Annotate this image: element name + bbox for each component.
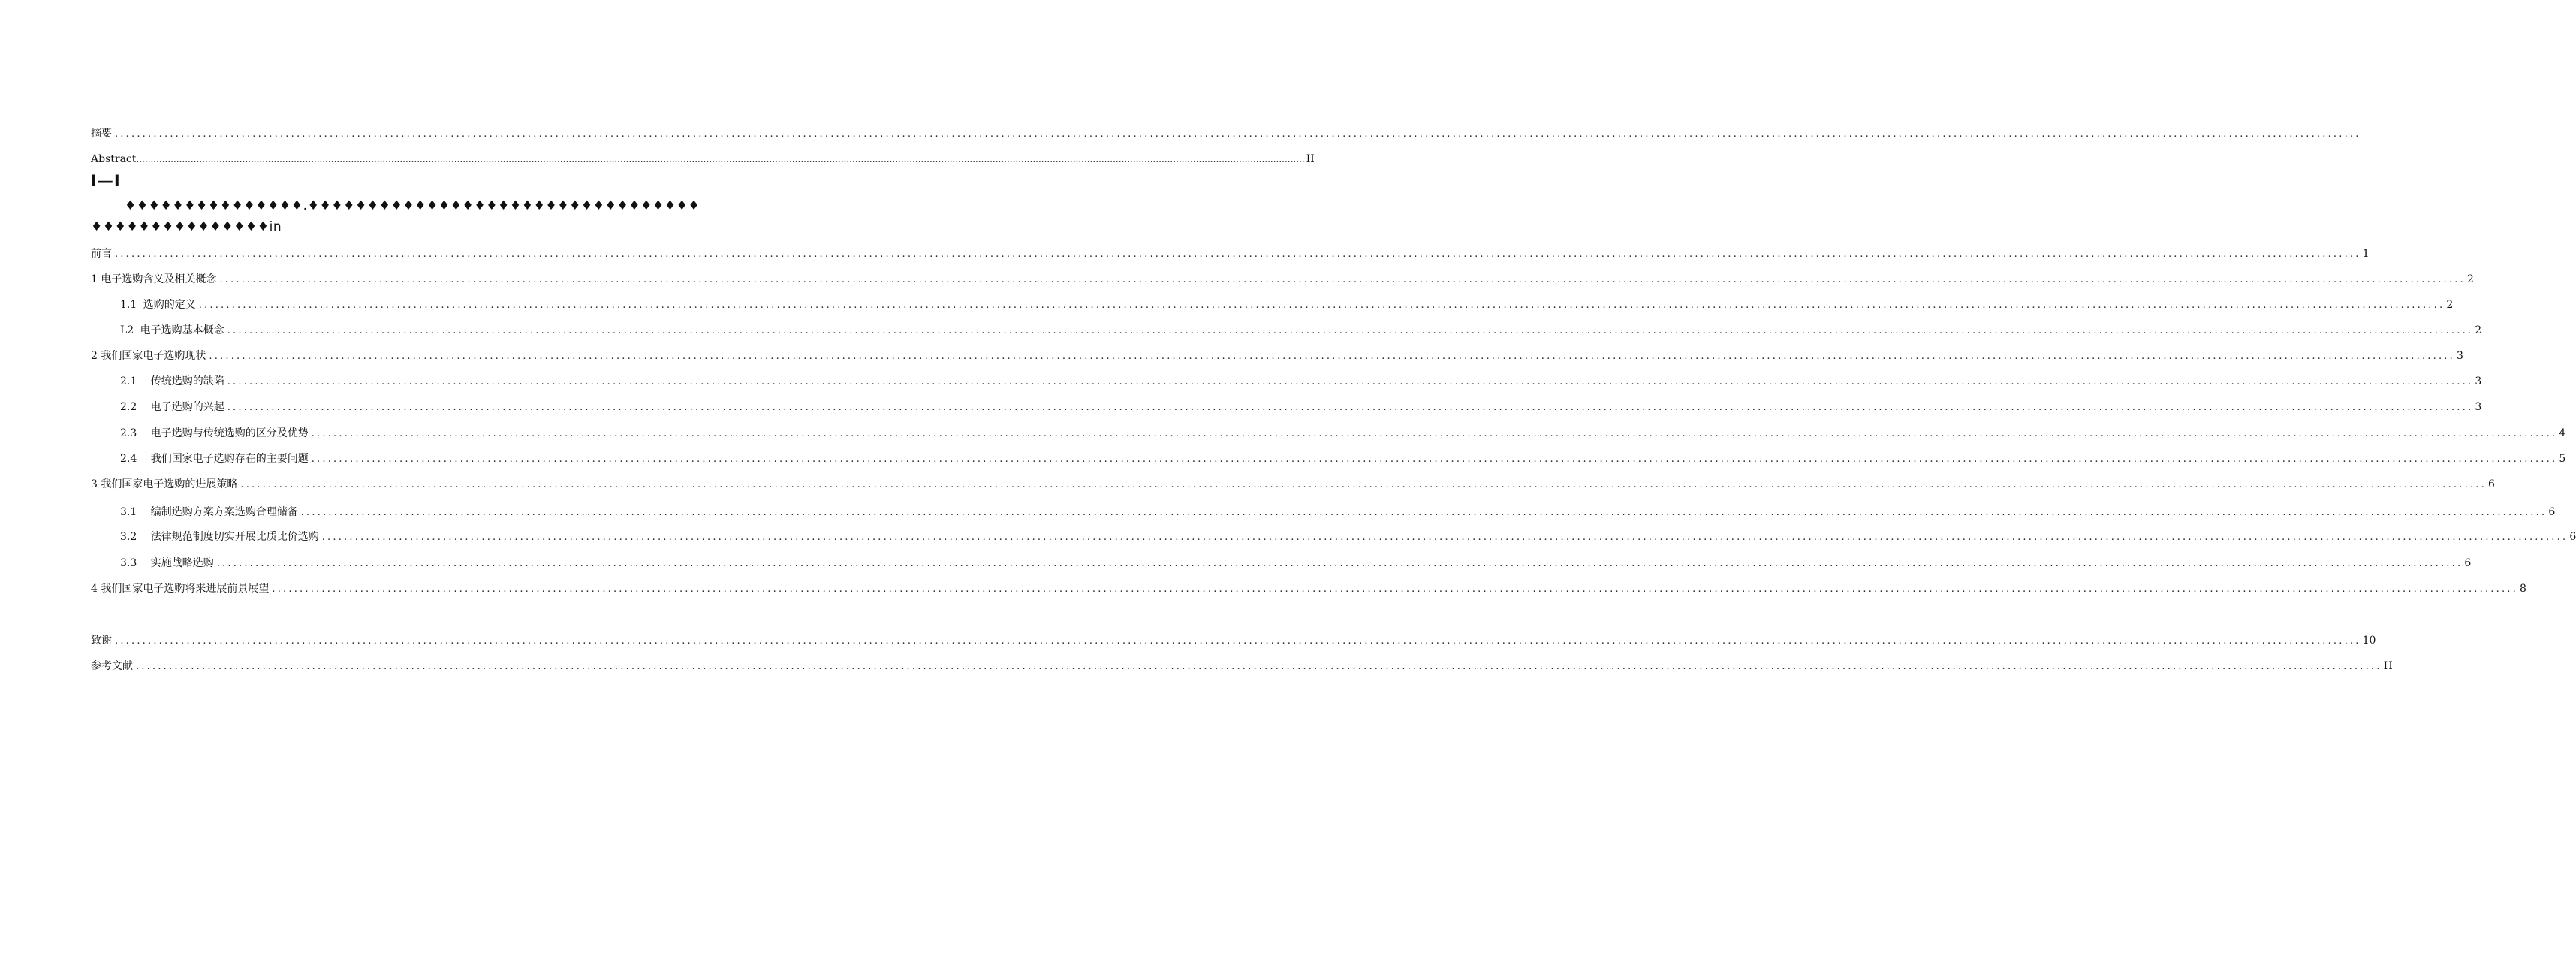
toc-entry-number: 2.1 <box>120 375 137 387</box>
toc-entry-page: 8 <box>2519 583 2526 595</box>
toc-entry-references <box>91 659 2393 674</box>
toc-entry-title <box>120 297 199 312</box>
toc-entry-number: 3.3 <box>120 557 137 569</box>
toc-entry-text: 我们国家电子选购现状 <box>101 350 206 362</box>
toc-entry-text: 编制选购方案方案选购合理储备 <box>150 506 298 518</box>
toc-entry-number: 3.1 <box>120 506 137 518</box>
toc-entry-page: 5 <box>2559 453 2566 465</box>
toc-entry-title <box>120 323 227 338</box>
toc-entry-number: 3 <box>91 478 98 490</box>
toc-leader-dots: ........................................................................................................................................................................................................................................................................................................................................................................................................................ <box>311 428 2558 439</box>
toc-entry-page: 3 <box>2475 375 2482 387</box>
toc-entry-title <box>120 556 217 571</box>
toc-entry-title: 摘要 <box>91 128 112 140</box>
toc-entry-section-2-4 <box>120 451 2566 467</box>
toc-entry-number: 2.4 <box>120 453 137 465</box>
toc-entry-abstract-en <box>91 152 1315 167</box>
toc-entry-thanks <box>91 633 2376 649</box>
toc-leader-dots: ........................................................................................................................................................................................................................................................................................................................................................................................................................ <box>227 402 2474 413</box>
toc-entry-section-2-1 <box>120 374 2482 390</box>
toc-entry-title: 前言 <box>91 248 112 260</box>
garbled-line-1: ♦♦♦♦♦♦♦♦♦♦♦♦♦♦♦.♦♦♦♦♦♦♦♦♦♦♦♦♦♦♦♦♦♦♦♦♦♦♦♦♦♦♦♦♦♦♦♦♦ <box>125 198 700 213</box>
toc-entry-chapter-1 <box>91 272 2474 288</box>
toc-entry-section-2-2 <box>120 400 2482 415</box>
toc-entry-title <box>91 477 240 492</box>
toc-leader-dots: ........................................................................................................................................................................................................................................................................................................................................................................................................................ <box>227 376 2474 387</box>
toc-entry-page: 6 <box>2548 506 2556 518</box>
toc-entry-page: 6 <box>2569 531 2576 543</box>
toc-entry-title <box>91 348 209 363</box>
toc-entry-number: 2 <box>91 350 98 362</box>
toc-entry-page: 6 <box>2464 557 2472 569</box>
toc-leader-dots: ........................................................................................................................................................................................................................................................................................................................................................................................................................ <box>216 558 2463 569</box>
toc-entry-title <box>120 426 312 441</box>
toc-entry-page: 2 <box>2446 299 2454 311</box>
toc-entry-number: 4 <box>91 583 98 595</box>
toc-leader-dots: ........................................................................................................................................................................................................................................................................................................................................................................................................................ <box>219 274 2466 285</box>
toc-entry-number: 2.3 <box>120 427 137 439</box>
toc-leader-dots: ........................................................................................................................................................................................................................................................................................................................................................................................................................ <box>198 300 2445 311</box>
toc-entry-text: 法律规范制度切实开展比质比价选购 <box>150 531 319 543</box>
toc-entry-title <box>120 451 312 466</box>
toc-entry-chapter-2 <box>91 348 2463 364</box>
toc-entry-section-3-2 <box>120 529 2576 545</box>
toc-entry-abstract-cn <box>91 126 2361 142</box>
toc-entry-page: 2 <box>2466 273 2474 285</box>
toc-leader-dots: ........................................................................................................................................................................................................................................................................................................................................................................................................................ <box>115 128 2361 140</box>
toc-entry-title: 致谢 <box>91 635 112 647</box>
toc-entry-title <box>120 374 227 389</box>
toc-entry-number: 2.2 <box>120 401 137 413</box>
toc-entry-number: 1.1 <box>120 299 137 311</box>
toc-entry-title <box>120 505 301 520</box>
toc-entry-page: H <box>2383 660 2393 672</box>
toc-entry-text: 电子选购基本概念 <box>140 324 224 336</box>
toc-leader-dots: ........................................................................................................................................................................................................................................................................................................................................................................................................................ <box>136 154 1305 164</box>
toc-entry-page: 10 <box>2362 635 2376 647</box>
toc-entry-page: 4 <box>2559 427 2566 439</box>
toc-entry-title <box>91 581 272 596</box>
toc-entry-section-3-3 <box>120 556 2472 571</box>
toc-entry-title: 参考文献 <box>91 660 133 672</box>
toc-leader-dots: ........................................................................................................................................................................................................................................................................................................................................................................................................................ <box>300 507 2547 518</box>
toc-leader-dots: ........................................................................................................................................................................................................................................................................................................................................................................................................................ <box>136 661 2382 672</box>
toc-leader-dots: ........................................................................................................................................................................................................................................................................................................................................................................................................................ <box>321 532 2568 543</box>
toc-entry-title <box>120 400 227 415</box>
toc-leader-dots: ........................................................................................................................................................................................................................................................................................................................................................................................................................ <box>272 583 2518 595</box>
toc-entry-text: 传统选购的缺陷 <box>150 375 224 387</box>
toc-entry-text: 电子选购含义及相关概念 <box>101 273 217 285</box>
toc-entry-page: II <box>1306 153 1315 165</box>
toc-entry-number: 1 <box>91 273 98 285</box>
toc-entry-page: 3 <box>2456 350 2463 362</box>
toc-entry-text: 我们国家电子选购的进展策略 <box>101 478 238 490</box>
toc-leader-dots: ........................................................................................................................................................................................................................................................................................................................................................................................................................ <box>209 351 2455 362</box>
toc-entry-section-2-3 <box>120 426 2566 442</box>
toc-leader-dots: ........................................................................................................................................................................................................................................................................................................................................................................................................................ <box>240 479 2487 490</box>
toc-entry-page: 1 <box>2362 248 2370 260</box>
garbled-heading: I—I <box>91 172 121 190</box>
toc-leader-dots: ........................................................................................................................................................................................................................................................................................................................................................................................................................ <box>227 325 2474 336</box>
garbled-line-2: ♦♦♦♦♦♦♦♦♦♦♦♦♦♦♦in <box>91 219 282 234</box>
toc-entry-chapter-4 <box>91 581 2526 597</box>
toc-entry-page: 2 <box>2475 324 2482 336</box>
toc-entry-title: Abstract <box>91 153 137 165</box>
toc-entry-section-1-1 <box>120 297 2454 313</box>
toc-entry-section-3-1 <box>120 505 2556 520</box>
toc-entry-text: 电子选购的兴起 <box>150 401 224 413</box>
toc-leader-dots: ........................................................................................................................................................................................................................................................................................................................................................................................................................ <box>311 454 2558 465</box>
toc-entry-chapter-3 <box>91 477 2495 493</box>
toc-entry-text: 我们国家电子选购将来进展前景展望 <box>101 583 270 595</box>
toc-entry-preface <box>91 246 2370 262</box>
toc-leader-dots: ........................................................................................................................................................................................................................................................................................................................................................................................................................ <box>115 249 2361 260</box>
toc-entry-section-1-2 <box>120 323 2482 339</box>
toc-entry-text: 我们国家电子选购存在的主要问题 <box>150 453 309 465</box>
toc-entry-text: 实施战略选购 <box>150 557 214 569</box>
toc-entry-title <box>120 529 322 544</box>
toc-entry-text: 电子选购与传统选购的区分及优势 <box>150 427 309 439</box>
toc-entry-number: 3.2 <box>120 531 137 543</box>
toc-entry-title <box>91 272 219 287</box>
toc-entry-page: 6 <box>2487 478 2495 490</box>
toc-entry-text: 选购的定义 <box>143 299 196 311</box>
toc-entry-page: 3 <box>2475 401 2482 413</box>
toc-leader-dots: ........................................................................................................................................................................................................................................................................................................................................................................................................................ <box>115 635 2361 647</box>
toc-entry-number: L2 <box>120 324 134 336</box>
